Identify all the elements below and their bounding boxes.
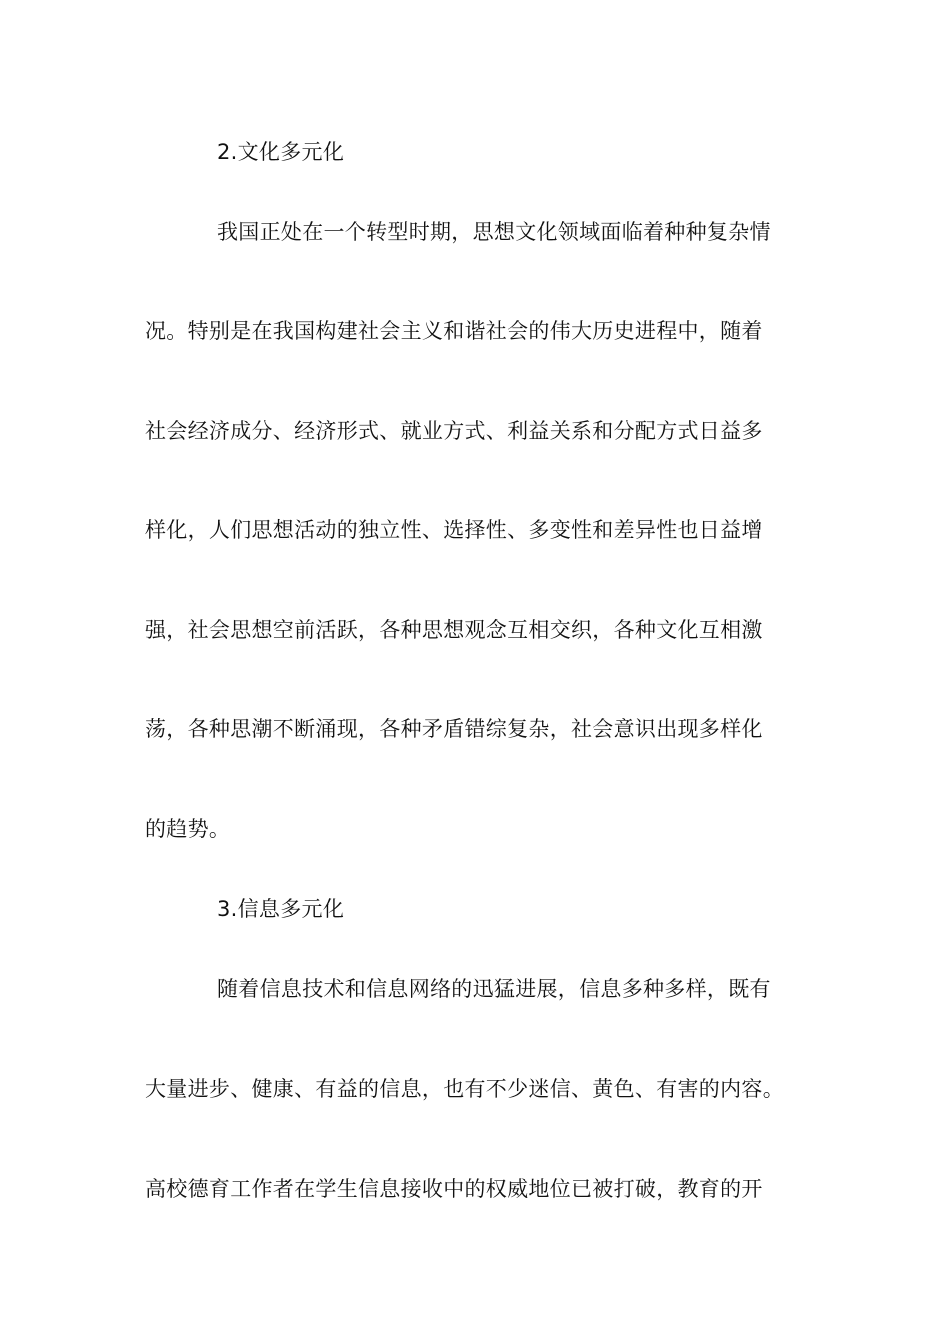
paragraph-line: 社会经济成分、经济形式、就业方式、利益关系和分配方式日益多 bbox=[145, 419, 763, 443]
paragraph-line: 强，社会思想空前活跃，各种思想观念互相交织，各种文化互相激 bbox=[145, 618, 763, 642]
paragraph-line: 样化，人们思想活动的独立性、选择性、多变性和差异性也日益增 bbox=[145, 518, 763, 542]
paragraph-line: 大量进步、健康、有益的信息，也有不少迷信、黄色、有害的内容。 bbox=[145, 1077, 784, 1101]
paragraph-line: 况。特别是在我国构建社会主义和谐社会的伟大历史进程中，随着 bbox=[145, 319, 763, 343]
section-heading-culture: 2.文化多元化 bbox=[217, 140, 345, 164]
paragraph-line: 的趋势。 bbox=[145, 817, 231, 841]
paragraph-line: 荡，各种思潮不断涌现，各种矛盾错综复杂，社会意识出现多样化 bbox=[145, 717, 763, 741]
section-heading-information: 3.信息多元化 bbox=[217, 897, 345, 921]
paragraph-line: 随着信息技术和信息网络的迅猛进展，信息多种多样，既有 bbox=[217, 977, 771, 1001]
paragraph-line: 我国正处在一个转型时期，思想文化领域面临着种种复杂情 bbox=[217, 220, 771, 244]
paragraph-line: 高校德育工作者在学生信息接收中的权威地位已被打破，教育的开 bbox=[145, 1177, 763, 1201]
